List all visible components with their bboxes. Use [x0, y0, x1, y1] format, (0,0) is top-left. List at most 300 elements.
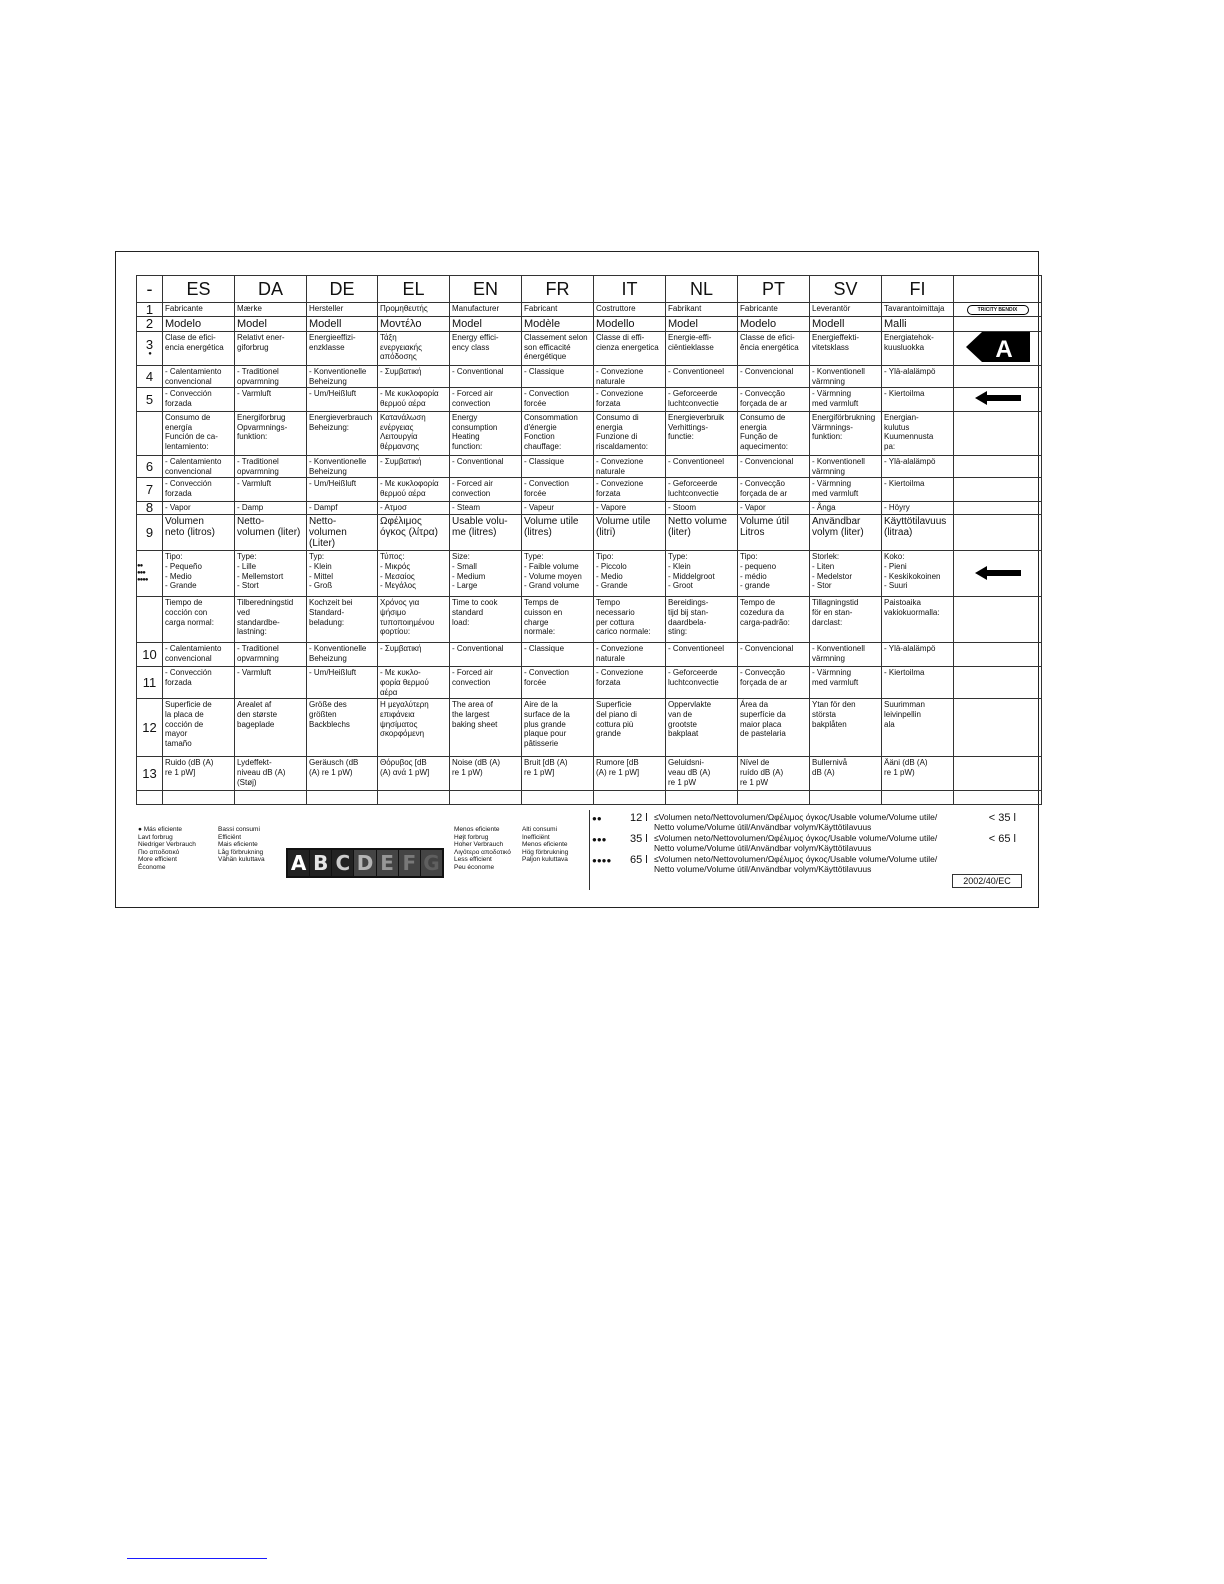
cell-da: Mærke: [235, 303, 307, 317]
cell-pt: Consumo de energia Função de aquecimento:: [738, 412, 810, 456]
table-row: [137, 366, 1042, 388]
cell-es: - Convección forzada: [163, 478, 235, 502]
cell-nl: - Stoom: [666, 502, 738, 515]
volume-value: 65 l: [630, 854, 648, 866]
cell-nl: Type: - Klein - Middelgroot - Groot: [666, 551, 738, 597]
cell-fr: - Classique: [522, 643, 594, 667]
cell-pt: - Convecção forçada de ar: [738, 388, 810, 412]
cell-da: - Varmluft: [235, 667, 307, 699]
cell-de: - Um/Heißluft: [307, 478, 378, 502]
cell-nl: - Geforceerde luchtconvectie: [666, 478, 738, 502]
cell-pt: - Convecção forçada de ar: [738, 478, 810, 502]
cell-sv: Energiförbrukning Värmnings- funktion:: [810, 412, 882, 456]
row-number: [137, 478, 163, 502]
cell-fr: Fabricant: [522, 303, 594, 317]
language-code-en: EN: [450, 276, 522, 303]
cell-fi: Malli: [882, 317, 954, 332]
cell-de: Netto- volumen (Liter): [307, 515, 378, 551]
cell-nl: - Conventioneel: [666, 456, 738, 478]
legend-more-efficient-2: Bassi consumi Efficiënt Mais eficiente Låg förbrukning Vähän kuluttava: [218, 826, 265, 864]
cell-pt: - Convecção forçada de ar: [738, 667, 810, 699]
row-number-text: 11: [142, 674, 157, 690]
row-number-text: 2: [145, 316, 154, 331]
cell-da: Lydeffekt- niveau dB (A) (Støj): [235, 757, 307, 791]
cell-da: - Traditionel opvarmning: [235, 643, 307, 667]
cell-da: - Traditionel opvarmning: [235, 366, 307, 388]
cell-it: Tempo necessario per cottura carico normale:: [594, 597, 666, 643]
brand-logo: TRICITY BENDIX: [967, 305, 1029, 315]
language-code-es: ES: [163, 276, 235, 303]
volume-dots-icon: ●●●●: [592, 856, 612, 865]
cell-de: Hersteller: [307, 303, 378, 317]
row-number-text: 10: [142, 646, 157, 662]
cell-de: Kochzeit bei Standard- beladung:: [307, 597, 378, 643]
cell-es: Volumen neto (litros): [163, 515, 235, 551]
empty-cell: [810, 791, 882, 805]
cell-fr: - Convection forcée: [522, 388, 594, 412]
cell-pt: Área da superfície da maior placa de pastelaria: [738, 699, 810, 757]
cell-da: Type: - Lille - Mellemstort - Stort: [235, 551, 307, 597]
cell-el: Ωφέλιμος όγκος (λίτρα): [378, 515, 450, 551]
cell-nl: Fabrikant: [666, 303, 738, 317]
volume-value: 35 l: [630, 833, 648, 845]
table-row: [137, 332, 1042, 366]
cell-sv: Storlek: - Liten - Medelstor - Stor: [810, 551, 882, 597]
volume-limit: < 35 l: [988, 812, 1016, 824]
cell-en: Energy consumption Heating function:: [450, 412, 522, 456]
table-row: [137, 597, 1042, 643]
cell-es: Tipo: - Pequeño - Medio - Grande: [163, 551, 235, 597]
image-cell: [954, 699, 1042, 757]
cell-fi: - Kiertoilma: [882, 667, 954, 699]
row-number-text: 5: [145, 391, 154, 407]
cell-sv: Bullernivå dB (A): [810, 757, 882, 791]
cell-es: - Calentamiento convencional: [163, 456, 235, 478]
cell-de: Energieverbrauch Beheizung:: [307, 412, 378, 456]
volume-description: ≤Volumen neto/Nettovolumen/Ωφέλιμος όγκος/Usable volume/Volume utile/ Netto volume/Volume útil/Användbar volym/Käyttötilavuus: [654, 833, 938, 853]
cell-el: Θόρυβος [dB (A) ανά 1 pW]: [378, 757, 450, 791]
cell-fr: Aire de la surface de la plus grande plaque pour pâtisserie: [522, 699, 594, 757]
cell-nl: Geluidsni- veau dB (A) re 1 pW: [666, 757, 738, 791]
image-cell: [954, 502, 1042, 515]
scale-letter-f: F: [399, 850, 420, 876]
empty-cell: [378, 791, 450, 805]
cell-es: - Convección forzada: [163, 388, 235, 412]
cell-sv: Energieffekti- vitetsklass: [810, 332, 882, 366]
cell-de: Geräusch (dB (A) re 1 pW): [307, 757, 378, 791]
cell-it: Rumore [dB (A) re 1 pW]: [594, 757, 666, 791]
image-cell: [954, 597, 1042, 643]
cell-da: Energiforbrug Opvarmnings- funktion:: [235, 412, 307, 456]
cell-pt: Classe de efici- ência energética: [738, 332, 810, 366]
row-number: [137, 551, 163, 597]
cell-pt: - Vapor: [738, 502, 810, 515]
empty-row: [137, 791, 1042, 805]
cell-es: Consumo de energía Función de ca- lentamiento:: [163, 412, 235, 456]
cell-de: Typ: - Klein - Mittel - Groß: [307, 551, 378, 597]
cell-de: - Konventionelle Beheizung: [307, 456, 378, 478]
cell-es: Fabricante: [163, 303, 235, 317]
cell-el: - Συμβατική: [378, 456, 450, 478]
cell-it: Volume utile (litri): [594, 515, 666, 551]
row-number: [137, 317, 163, 332]
cell-sv: - Ånga: [810, 502, 882, 515]
cell-en: Energy effici- ency class: [450, 332, 522, 366]
cell-fi: - Kiertoilma: [882, 478, 954, 502]
volume-limit: < 65 l: [988, 833, 1016, 845]
cell-el: Τάξη ενεργειακής απόδοσης: [378, 332, 450, 366]
table-row: [137, 388, 1042, 412]
footnote-rule: [127, 1558, 267, 1559]
cell-es: - Calentamiento convencional: [163, 366, 235, 388]
language-code-pt: PT: [738, 276, 810, 303]
cell-it: Classe di effi- cienza energetica: [594, 332, 666, 366]
image-cell: [954, 303, 1042, 317]
cell-el: Η μεγαλύτερη επιφάνεια ψησίματος σκορφόμενη: [378, 699, 450, 757]
cell-fi: - Ylä-alalämpö: [882, 643, 954, 667]
cell-it: - Convezione naturale: [594, 456, 666, 478]
cell-fr: Modèle: [522, 317, 594, 332]
volume-dots-icon: ●●: [592, 814, 602, 823]
cell-en: - Forced air convection: [450, 478, 522, 502]
row-number: [137, 667, 163, 699]
cell-fi: Energian- kulutus Kuumennusta pa:: [882, 412, 954, 456]
image-cell: [954, 332, 1042, 366]
empty-cell: [954, 791, 1042, 805]
cell-it: Consumo di energia Funzione di riscaldamento:: [594, 412, 666, 456]
image-cell: [954, 757, 1042, 791]
cell-pt: Volume útil Litros: [738, 515, 810, 551]
cell-nl: Energie-effi- ciëntieklasse: [666, 332, 738, 366]
image-cell: [954, 317, 1042, 332]
empty-cell: [307, 791, 378, 805]
cell-es: Clase de efici- encia energética: [163, 332, 235, 366]
cell-da: - Traditionel opvarmning: [235, 456, 307, 478]
empty-cell: [522, 791, 594, 805]
size-dots-icon: ●●: [137, 563, 143, 570]
cell-nl: Energieverbruik Verhittings- functie:: [666, 412, 738, 456]
cell-sv: - Värmning med varmluft: [810, 478, 882, 502]
cell-en: - Forced air convection: [450, 667, 522, 699]
image-cell: [954, 456, 1042, 478]
row-number-text: 4: [145, 368, 154, 384]
cell-en: Noise (dB (A) re 1 pW): [450, 757, 522, 791]
cell-el: - Με κυκλοφορία θερμού αέρα: [378, 478, 450, 502]
cell-nl: - Conventioneel: [666, 366, 738, 388]
cell-fi: Suurimman leivinpellin ala: [882, 699, 954, 757]
cell-nl: - Geforceerde luchtconvectie: [666, 388, 738, 412]
cell-en: Model: [450, 317, 522, 332]
cell-pt: - Convencional: [738, 456, 810, 478]
cell-fr: - Convection forcée: [522, 667, 594, 699]
scale-letter-b: B: [310, 850, 331, 876]
cell-fr: Volume utile (litres): [522, 515, 594, 551]
table-row: [137, 303, 1042, 317]
empty-cell: [163, 791, 235, 805]
row-number-text: 7: [145, 481, 154, 497]
language-code-da: DA: [235, 276, 307, 303]
cell-da: Model: [235, 317, 307, 332]
cell-sv: Leverantör: [810, 303, 882, 317]
cell-el: Κατανάλωση ενέργειας Λειτουργία θέρμανσης: [378, 412, 450, 456]
image-cell: [954, 667, 1042, 699]
table-row: [137, 699, 1042, 757]
cell-pt: Modelo: [738, 317, 810, 332]
row-number: [137, 412, 163, 456]
cell-el: Τύπος: - Μικρός - Μεσαίος - Μεγάλος: [378, 551, 450, 597]
row-number-text: 13: [142, 765, 157, 781]
cell-en: Size: - Small - Medium - Large: [450, 551, 522, 597]
cell-fr: Temps de cuisson en charge normale:: [522, 597, 594, 643]
row-number-text: 8: [145, 501, 154, 515]
cell-it: Tipo: - Piccolo - Medio - Grande: [594, 551, 666, 597]
table-body: [137, 276, 1042, 805]
cell-fr: Bruit [dB (A) re 1 pW]: [522, 757, 594, 791]
cell-sv: - Konventionell värmning: [810, 366, 882, 388]
cell-da: - Varmluft: [235, 388, 307, 412]
cell-sv: Tillagningstid för en stan- darclast:: [810, 597, 882, 643]
cell-it: - Convezione forzata: [594, 478, 666, 502]
row-number-text: 3: [145, 337, 154, 352]
cell-da: Relativt ener- giforbrug: [235, 332, 307, 366]
cell-pt: Fabricante: [738, 303, 810, 317]
cell-es: Superficie de la placa de cocción de mayor tamaño: [163, 699, 235, 757]
table-row: [137, 317, 1042, 332]
table-row: [137, 478, 1042, 502]
cell-it: Superficie del piano di cottura più grande: [594, 699, 666, 757]
image-cell: [954, 551, 1042, 597]
language-code-sv: SV: [810, 276, 882, 303]
row-number: [137, 515, 163, 551]
row-number: [137, 388, 163, 412]
cell-da: - Damp: [235, 502, 307, 515]
cell-fi: - Ylä-alalämpö: [882, 456, 954, 478]
table-row: [137, 412, 1042, 456]
cell-el: Χρόνος για ψήσιμο τυποποιημένου φορτίου:: [378, 597, 450, 643]
image-column-header: [954, 276, 1042, 303]
row-number: [137, 303, 163, 317]
scale-letter-c: C: [332, 850, 353, 876]
cell-de: - Um/Heißluft: [307, 667, 378, 699]
cell-el: - Ατμοσ: [378, 502, 450, 515]
cell-de: - Dampf: [307, 502, 378, 515]
cell-sv: Ytan för den största bakplåten: [810, 699, 882, 757]
cell-fi: Paistoaika vakiokuormalla:: [882, 597, 954, 643]
image-cell: [954, 366, 1042, 388]
cell-nl: Model: [666, 317, 738, 332]
image-cell: [954, 388, 1042, 412]
legend-more-efficient: ● Más eficiente Lavt forbrug Niedriger Verbrauch Πιο αποδοτικό More efficient Économe: [138, 826, 196, 871]
empty-cell: [882, 791, 954, 805]
table-row: [137, 551, 1042, 597]
efficiency-legend: [136, 810, 1022, 890]
cell-en: The area of the largest baking sheet: [450, 699, 522, 757]
cell-en: - Conventional: [450, 643, 522, 667]
cell-it: - Convezione naturale: [594, 643, 666, 667]
legend-less-efficient: Menos eficiente Højt forbrug Hoher Verbrauch Λιγότερο αποδοτικό Less efficient Peu économe: [454, 826, 511, 871]
empty-cell: [594, 791, 666, 805]
cell-fr: - Convection forcée: [522, 478, 594, 502]
empty-cell: [450, 791, 522, 805]
cell-nl: - Geforceerde luchtconvectie: [666, 667, 738, 699]
cell-sv: - Värmning med varmluft: [810, 667, 882, 699]
cell-fr: - Vapeur: [522, 502, 594, 515]
image-cell: [954, 643, 1042, 667]
row-number: [137, 456, 163, 478]
cell-da: - Varmluft: [235, 478, 307, 502]
table-row: [137, 667, 1042, 699]
cell-sv: Modell: [810, 317, 882, 332]
legend-divider: [589, 810, 590, 890]
cell-pt: - Convencional: [738, 366, 810, 388]
cell-es: - Convección forzada: [163, 667, 235, 699]
cell-da: Netto- volumen (liter): [235, 515, 307, 551]
volume-description: ≤Volumen neto/Nettovolumen/Ωφέλιμος όγκος/Usable volume/Volume utile/ Netto volume/Volume útil/Användbar volym/Käyttötilavuus: [654, 812, 938, 832]
cell-fr: Consommation d'énergie Fonction chauffage:: [522, 412, 594, 456]
cell-da: Tilberedningstid ved standardbe- lastning:: [235, 597, 307, 643]
row-number-text: 9: [145, 524, 154, 540]
row-number: [137, 597, 163, 643]
language-code-de: DE: [307, 276, 378, 303]
cell-el: Προμηθευτής: [378, 303, 450, 317]
cell-es: Modelo: [163, 317, 235, 332]
cell-en: - Conventional: [450, 366, 522, 388]
table-row: [137, 502, 1042, 515]
cell-en: - Forced air convection: [450, 388, 522, 412]
header-dash: -: [137, 276, 163, 303]
row-number: [137, 366, 163, 388]
cell-es: Ruido (dB (A) re 1 pW]: [163, 757, 235, 791]
cell-de: Modell: [307, 317, 378, 332]
row-number: [137, 332, 163, 366]
cell-de: - Um/Heißluft: [307, 388, 378, 412]
language-header-row: [137, 276, 1042, 303]
cell-el: - Με κυκλοφορία θερμού αέρα: [378, 388, 450, 412]
cell-it: - Convezione forzata: [594, 388, 666, 412]
empty-cell: [137, 791, 163, 805]
scale-letter-g: G: [421, 850, 442, 876]
empty-cell: [666, 791, 738, 805]
scale-letter-a: A: [288, 850, 309, 876]
volume-value: 12 l: [630, 812, 648, 824]
cell-fi: Tavarantoimittaja: [882, 303, 954, 317]
cell-de: - Konventionelle Beheizung: [307, 366, 378, 388]
cell-pt: Tempo de cozedura da carga-padrão:: [738, 597, 810, 643]
table-row: [137, 515, 1042, 551]
language-code-nl: NL: [666, 276, 738, 303]
cell-pt: - Convencional: [738, 643, 810, 667]
cell-fi: - Ylä-alalämpö: [882, 366, 954, 388]
row-number: [137, 643, 163, 667]
row-number: [137, 502, 163, 515]
cell-en: - Steam: [450, 502, 522, 515]
directive-reference: 2002/40/EC: [952, 874, 1022, 888]
cell-el: Μοντέλο: [378, 317, 450, 332]
cell-es: - Calentamiento convencional: [163, 643, 235, 667]
table-row: [137, 456, 1042, 478]
scale-letter-e: E: [377, 850, 398, 876]
size-dots-icon: ●●●: [137, 570, 145, 577]
cell-de: Größe des größten Backblechs: [307, 699, 378, 757]
cell-it: - Convezione naturale: [594, 366, 666, 388]
cell-fi: - Kiertoilma: [882, 388, 954, 412]
table-row: [137, 643, 1042, 667]
energy-class-letter: A: [994, 336, 1013, 363]
cell-fi: Energiatehok- kuusluokka: [882, 332, 954, 366]
table-row: [137, 757, 1042, 791]
cell-pt: Tipo: - pequeno - médio - grande: [738, 551, 810, 597]
cell-fi: Koko: - Pieni - Keskikokoinen - Suuri: [882, 551, 954, 597]
cell-el: - Συμβατική: [378, 643, 450, 667]
row-number: [137, 757, 163, 791]
cell-fr: Type: - Faible volume - Volume moyen - Grand volume: [522, 551, 594, 597]
volume-dots-icon: ●●●: [592, 835, 607, 844]
cell-sv: - Konventionell värmning: [810, 456, 882, 478]
cell-fi: - Höyry: [882, 502, 954, 515]
cell-de: Energieeffizi- enzklasse: [307, 332, 378, 366]
arrow-left-icon: [975, 391, 1021, 405]
cell-it: - Vapore: [594, 502, 666, 515]
image-cell: [954, 478, 1042, 502]
cell-en: - Conventional: [450, 456, 522, 478]
cell-sv: - Konventionell värmning: [810, 643, 882, 667]
energy-label-table: [136, 275, 1042, 805]
scale-letter-d: D: [354, 850, 375, 876]
cell-fr: Classement selon son efficacité énergétique: [522, 332, 594, 366]
efficiency-scale-bar: [286, 848, 444, 878]
cell-fi: Ääni (dB (A) re 1 pW): [882, 757, 954, 791]
cell-nl: Oppervlakte van de grootste bakplaat: [666, 699, 738, 757]
cell-es: - Vapor: [163, 502, 235, 515]
dot-marker-icon: ●: [148, 351, 151, 357]
empty-cell: [738, 791, 810, 805]
cell-da: Arealet af den største bageplade: [235, 699, 307, 757]
size-dots-icon: ●●●●: [137, 577, 148, 584]
cell-en: Time to cook standard load:: [450, 597, 522, 643]
language-code-it: IT: [594, 276, 666, 303]
image-cell: [954, 412, 1042, 456]
cell-es: Tiempo de cocción con carga normal:: [163, 597, 235, 643]
energy-class-arrow-icon: [966, 332, 1030, 362]
language-code-fr: FR: [522, 276, 594, 303]
arrow-left-icon: [975, 566, 1021, 580]
legend-less-efficient-2: Alti consumi Inefficiënt Menos eficiente Hög förbrukning Paljon kuluttava: [522, 826, 569, 864]
cell-sv: Användbar volym (liter): [810, 515, 882, 551]
volume-description: ≤Volumen neto/Nettovolumen/Ωφέλιμος όγκος/Usable volume/Volume utile/ Netto volume/Volume útil/Användbar volym/Käyttötilavuus: [654, 854, 938, 874]
cell-pt: Nível de ruído dB (A) re 1 pW: [738, 757, 810, 791]
language-code-fi: FI: [882, 276, 954, 303]
empty-cell: [235, 791, 307, 805]
cell-el: - Με κυκλο- φορία θερμού αέρα: [378, 667, 450, 699]
row-number-text: 1: [145, 302, 154, 317]
cell-sv: - Värmning med varmluft: [810, 388, 882, 412]
row-number: [137, 699, 163, 757]
cell-el: - Συμβατική: [378, 366, 450, 388]
cell-nl: - Conventioneel: [666, 643, 738, 667]
cell-it: Costruttore: [594, 303, 666, 317]
language-code-el: EL: [378, 276, 450, 303]
cell-de: - Konventionelle Beheizung: [307, 643, 378, 667]
cell-fi: Käyttötilavuus (litraa): [882, 515, 954, 551]
cell-fr: - Classique: [522, 456, 594, 478]
cell-it: Modello: [594, 317, 666, 332]
cell-nl: Bereidings- tijd bij stan- daardbela- sting:: [666, 597, 738, 643]
cell-fr: - Classique: [522, 366, 594, 388]
image-cell: [954, 515, 1042, 551]
row-number-text: 6: [145, 458, 154, 474]
cell-en: Usable volu- me (litres): [450, 515, 522, 551]
cell-nl: Netto volume (liter): [666, 515, 738, 551]
